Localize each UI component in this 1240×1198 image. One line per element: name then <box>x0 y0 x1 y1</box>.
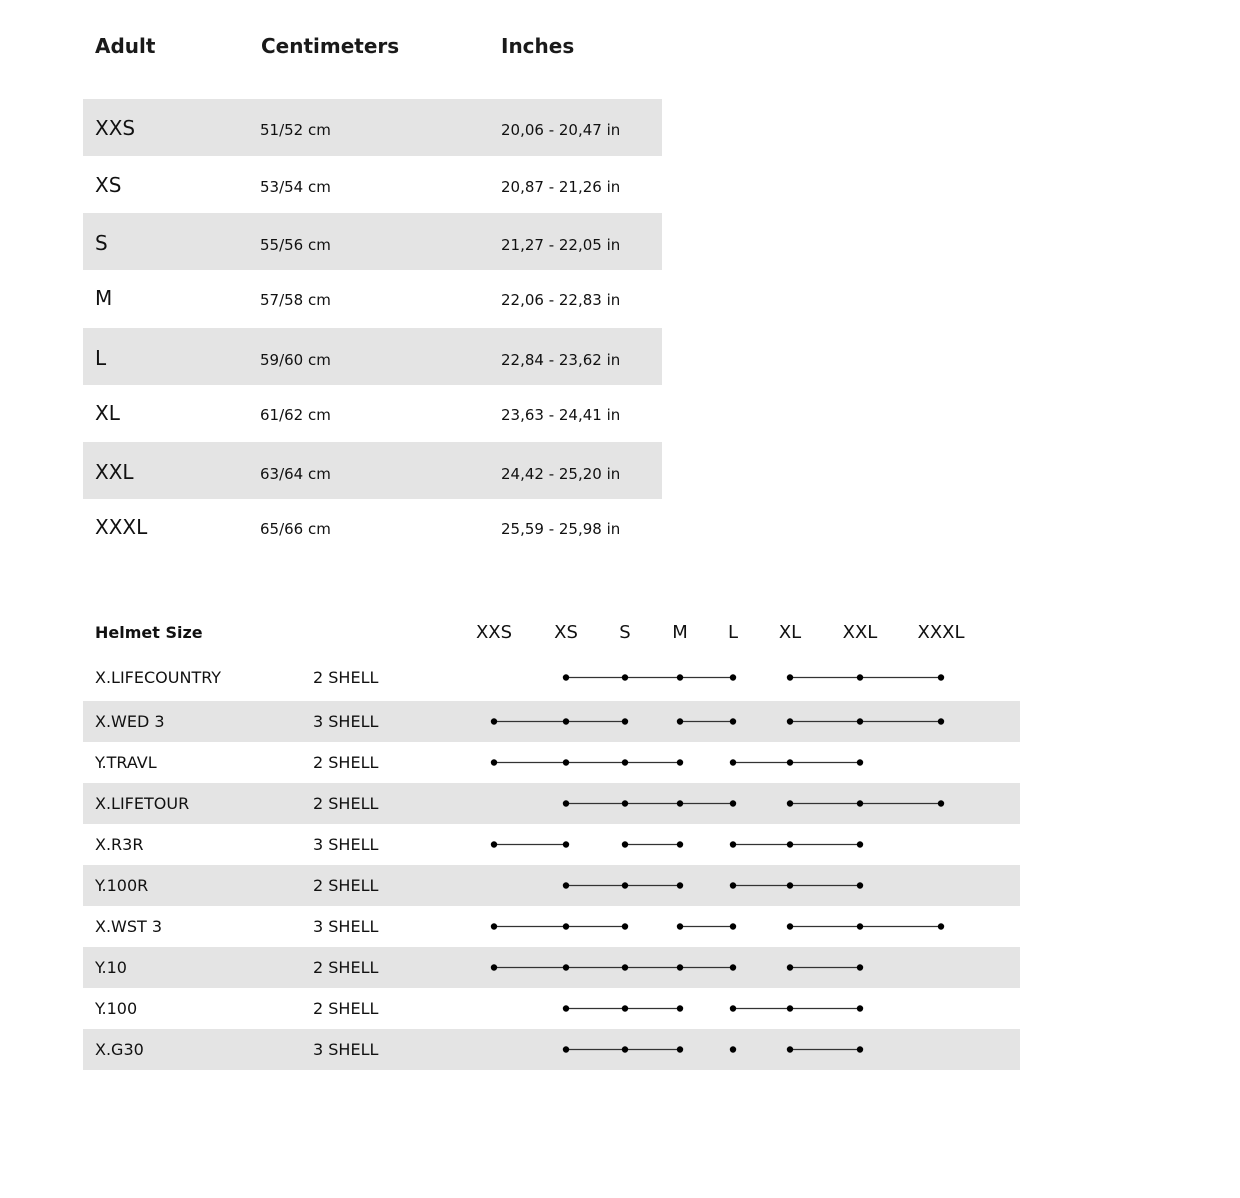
size-dot-l <box>730 841 736 847</box>
helmet-model: Y.100R <box>95 876 149 895</box>
size-in: 23,63 - 24,41 in <box>501 406 621 424</box>
size-dot-s <box>622 800 628 806</box>
size-dot-l <box>730 800 736 806</box>
size-dot-xxs <box>491 759 497 765</box>
size-dot-l <box>730 1005 736 1011</box>
size-dot-xxxl <box>938 800 944 806</box>
header-inches: Inches <box>501 34 575 58</box>
helmet-row <box>83 865 1020 906</box>
size-dot-xxl <box>857 800 863 806</box>
helmet-row <box>83 947 1020 988</box>
size-dot-s <box>622 1005 628 1011</box>
helmet-model: X.R3R <box>95 835 144 854</box>
size-dot-xxl <box>857 1046 863 1052</box>
size-label: XL <box>95 401 120 425</box>
size-dot-l <box>730 718 736 724</box>
size-cm: 59/60 cm <box>260 351 331 369</box>
size-row <box>83 328 662 385</box>
size-dot-xl <box>787 759 793 765</box>
size-dot-xxs <box>491 718 497 724</box>
helmet-shell: 2 SHELL <box>313 999 379 1018</box>
helmet-size-range <box>83 742 1020 783</box>
size-dot-s <box>622 841 628 847</box>
size-dot-l <box>730 1046 736 1052</box>
size-in: 20,06 - 20,47 in <box>501 121 621 139</box>
size-column-header: M <box>672 622 688 643</box>
size-dot-xxl <box>857 759 863 765</box>
size-dot-s <box>622 923 628 929</box>
size-dot-xxl <box>857 964 863 970</box>
size-dot-m <box>677 882 683 888</box>
size-dot-s <box>622 882 628 888</box>
size-dot-xs <box>563 1005 569 1011</box>
helmet-model: X.LIFETOUR <box>95 794 190 813</box>
helmet-model: Y.100 <box>95 999 138 1018</box>
helmet-shell: 2 SHELL <box>313 794 379 813</box>
helmet-row <box>83 988 1020 1029</box>
size-dot-l <box>730 964 736 970</box>
size-dot-xxs <box>491 841 497 847</box>
helmet-model: X.LIFECOUNTRY <box>95 668 222 687</box>
size-dot-m <box>677 800 683 806</box>
header-centimeters: Centimeters <box>261 34 400 58</box>
size-in: 25,59 - 25,98 in <box>501 520 621 538</box>
size-dot-s <box>622 759 628 765</box>
helmet-size-range <box>83 657 1020 698</box>
size-column-header: XXXL <box>917 622 965 643</box>
header-adult: Adult <box>95 34 156 58</box>
helmet-shell: 3 SHELL <box>313 835 379 854</box>
helmet-shell: 2 SHELL <box>313 958 379 977</box>
size-in: 24,42 - 25,20 in <box>501 465 621 483</box>
size-dot-s <box>622 964 628 970</box>
size-dot-m <box>677 718 683 724</box>
helmet-row <box>83 824 1020 865</box>
size-row <box>83 99 662 156</box>
size-label: L <box>95 346 107 370</box>
helmet-shell: 2 SHELL <box>313 753 379 772</box>
size-dot-xxs <box>491 923 497 929</box>
size-dot-xxs <box>491 964 497 970</box>
helmet-size-range <box>83 701 1020 742</box>
size-dot-xs <box>563 923 569 929</box>
helmet-size-range <box>83 947 1020 988</box>
size-dot-xs <box>563 800 569 806</box>
size-dot-xl <box>787 1005 793 1011</box>
size-label: M <box>95 286 113 310</box>
size-dot-xs <box>563 718 569 724</box>
helmet-model: X.WST 3 <box>95 917 163 936</box>
size-cm: 57/58 cm <box>260 291 331 309</box>
size-dot-xxl <box>857 1005 863 1011</box>
size-dot-xxxl <box>938 923 944 929</box>
size-column-header: S <box>619 622 631 643</box>
helmet-shell: 3 SHELL <box>313 1040 379 1059</box>
helmet-model: X.WED 3 <box>95 712 165 731</box>
size-dot-xl <box>787 841 793 847</box>
size-dot-xxl <box>857 923 863 929</box>
size-dot-xs <box>563 882 569 888</box>
size-dot-s <box>622 674 628 680</box>
size-dot-m <box>677 841 683 847</box>
size-dot-xl <box>787 718 793 724</box>
helmet-shell: 3 SHELL <box>313 712 379 731</box>
size-row <box>83 500 662 557</box>
size-dot-xl <box>787 882 793 888</box>
size-dot-xl <box>787 674 793 680</box>
helmet-shell: 3 SHELL <box>313 917 379 936</box>
size-dot-xxl <box>857 882 863 888</box>
size-cm: 53/54 cm <box>260 178 331 196</box>
size-label: XS <box>95 173 122 197</box>
size-column-header: XS <box>554 622 578 643</box>
size-column-header: XXL <box>842 622 878 643</box>
size-dot-s <box>622 718 628 724</box>
helmet-model: Y.TRAVL <box>95 753 157 772</box>
helmet-size-title: Helmet Size <box>95 623 203 642</box>
size-column-header: XL <box>778 622 802 643</box>
size-dot-m <box>677 674 683 680</box>
helmet-model: Y.10 <box>95 958 127 977</box>
size-dot-xs <box>563 759 569 765</box>
size-cm: 51/52 cm <box>260 121 331 139</box>
size-row <box>83 385 662 442</box>
size-dot-l <box>730 882 736 888</box>
helmet-row <box>83 783 1020 824</box>
size-row <box>83 156 662 213</box>
size-dot-m <box>677 923 683 929</box>
size-label: XXL <box>95 460 134 484</box>
helmet-size-range <box>83 783 1020 824</box>
helmet-row <box>83 742 1020 783</box>
size-cm: 55/56 cm <box>260 236 331 254</box>
helmet-row <box>83 657 1020 698</box>
size-in: 21,27 - 22,05 in <box>501 236 621 254</box>
size-dot-xxl <box>857 718 863 724</box>
size-dot-xl <box>787 1046 793 1052</box>
helmet-size-range <box>83 906 1020 947</box>
size-dot-xl <box>787 923 793 929</box>
size-cm: 65/66 cm <box>260 520 331 538</box>
size-dot-xl <box>787 964 793 970</box>
size-dot-m <box>677 1046 683 1052</box>
size-row <box>83 213 662 270</box>
helmet-shell: 2 SHELL <box>313 876 379 895</box>
size-dot-l <box>730 759 736 765</box>
helmet-row <box>83 1029 1020 1070</box>
size-cm: 63/64 cm <box>260 465 331 483</box>
size-in: 22,06 - 22,83 in <box>501 291 621 309</box>
helmet-row <box>83 906 1020 947</box>
size-column-header: L <box>727 622 739 643</box>
helmet-size-range <box>83 865 1020 906</box>
helmet-size-range <box>83 824 1020 865</box>
size-cm: 61/62 cm <box>260 406 331 424</box>
helmet-row <box>83 701 1020 742</box>
size-label: XXXL <box>95 515 148 539</box>
helmet-size-range <box>83 988 1020 1029</box>
size-dot-xs <box>563 674 569 680</box>
size-in: 22,84 - 23,62 in <box>501 351 621 369</box>
size-dot-m <box>677 1005 683 1011</box>
size-dot-xs <box>563 1046 569 1052</box>
size-dot-xxl <box>857 674 863 680</box>
size-in: 20,87 - 21,26 in <box>501 178 621 196</box>
size-label: S <box>95 231 108 255</box>
size-dot-xs <box>563 964 569 970</box>
size-dot-xxl <box>857 841 863 847</box>
helmet-shell: 2 SHELL <box>313 668 379 687</box>
size-row <box>83 442 662 499</box>
size-dot-xl <box>787 800 793 806</box>
size-dot-xs <box>563 841 569 847</box>
size-row <box>83 270 662 327</box>
size-dot-xxxl <box>938 718 944 724</box>
size-dot-l <box>730 674 736 680</box>
size-dot-m <box>677 964 683 970</box>
size-dot-m <box>677 759 683 765</box>
helmet-size-range <box>83 1029 1020 1070</box>
size-dot-xxxl <box>938 674 944 680</box>
helmet-model: X.G30 <box>95 1040 144 1059</box>
size-dot-s <box>622 1046 628 1052</box>
size-label: XXS <box>95 116 136 140</box>
size-dot-l <box>730 923 736 929</box>
size-column-header: XXS <box>475 622 513 643</box>
